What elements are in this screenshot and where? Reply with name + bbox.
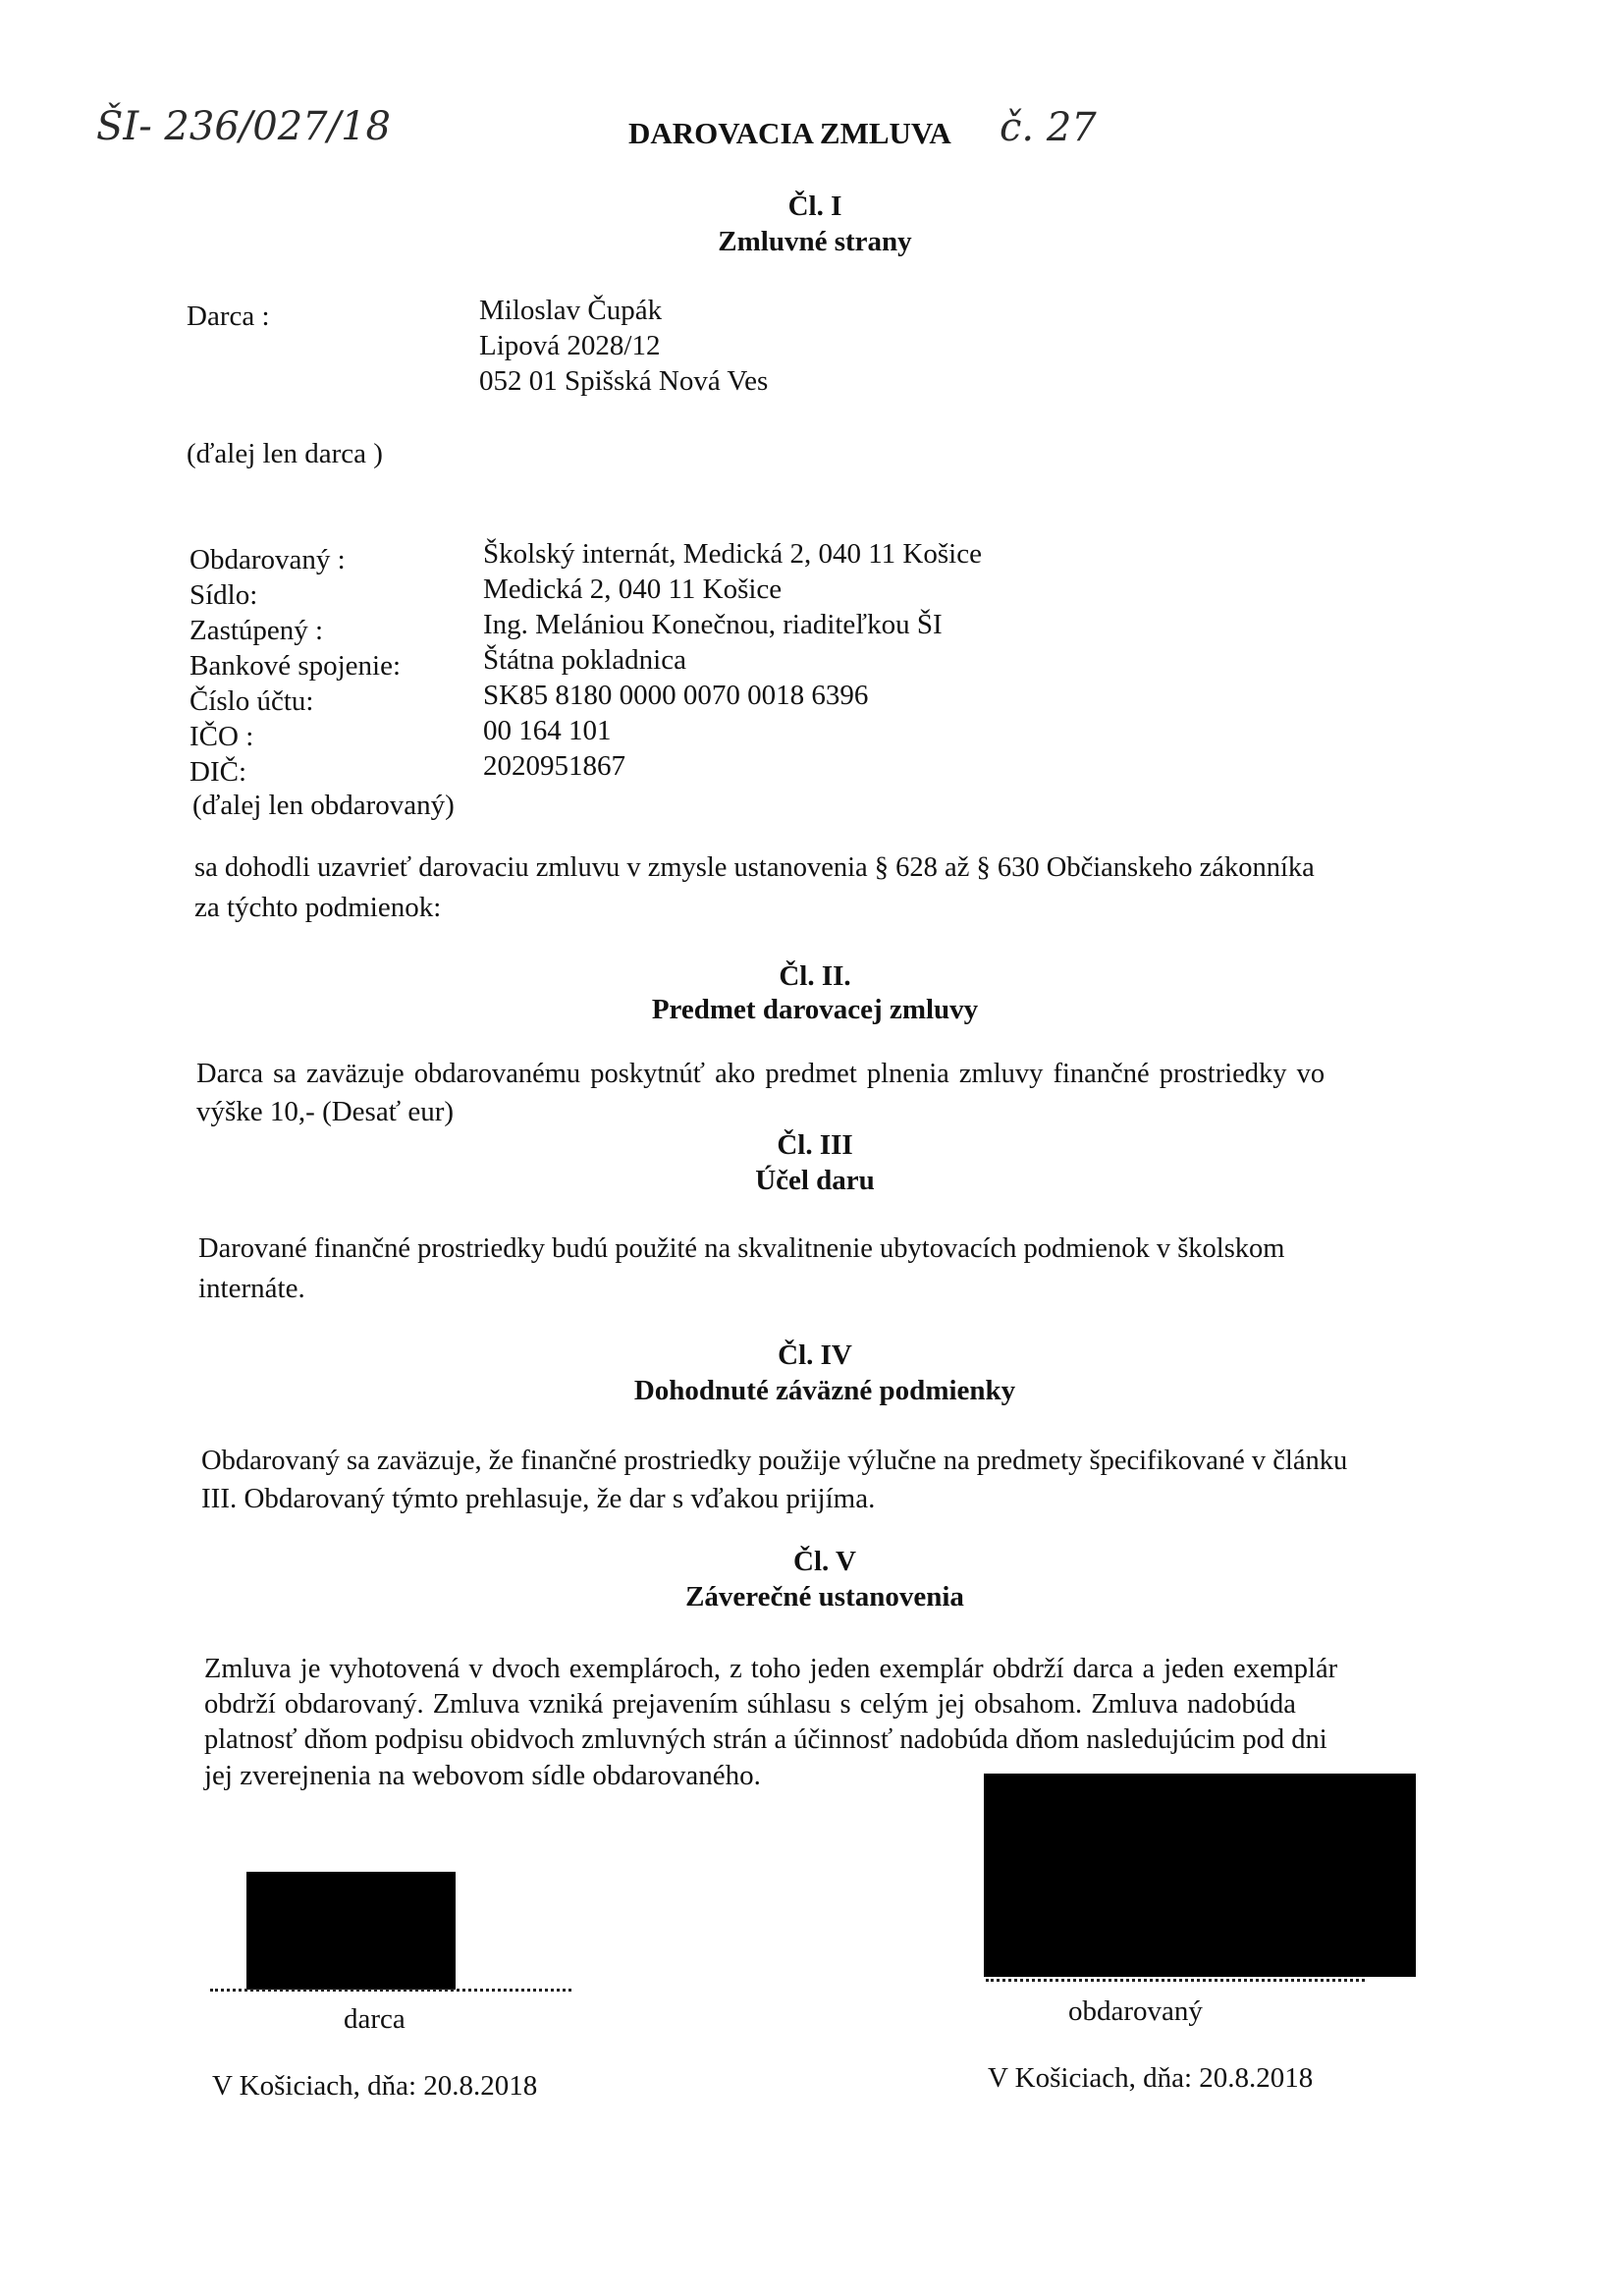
donor-label: Darca : xyxy=(187,301,270,332)
dic-value: 2020951867 xyxy=(483,750,625,782)
article-5-line-2: obdrží obdarovaný. Zmluva vzniká prejavením súhlasu s celým jej obsahom. Zmluva nadobúda xyxy=(204,1689,1296,1720)
represented-label: Zastúpený : xyxy=(189,615,324,646)
donor-signature-label: darca xyxy=(344,2003,406,2035)
article-2-number: Čl. II. xyxy=(779,960,851,992)
seat-label: Sídlo: xyxy=(189,579,258,611)
account-label: Číslo účtu: xyxy=(189,685,314,717)
intro-line-2: za týchto podmienok: xyxy=(194,892,442,923)
recipient-signature-line xyxy=(986,1979,1365,1982)
donor-street: Lipová 2028/12 xyxy=(479,330,661,361)
donor-place-date: V Košiciach, dňa: 20.8.2018 xyxy=(212,2070,538,2102)
article-5-number: Čl. V xyxy=(793,1546,856,1577)
ico-value: 00 164 101 xyxy=(483,715,612,746)
donor-city: 052 01 Spišská Nová Ves xyxy=(479,365,769,397)
donor-signature-line xyxy=(210,1989,571,1992)
document-title: DAROVACIA ZMLUVA xyxy=(628,116,951,150)
article-4-line-2: III. Obdarovaný týmto prehlasuje, že dar s vďakou prijíma. xyxy=(201,1483,876,1514)
donor-note: (ďalej len darca ) xyxy=(187,438,383,469)
article-2-heading: Predmet darovacej zmluvy xyxy=(651,994,979,1025)
article-5-line-1: Zmluva je vyhotovená v dvoch exemplároch, z toho jeden exemplár obdrží darca a jeden exemplár xyxy=(204,1654,1338,1684)
article-4-heading: Dohodnuté záväzné podmienky xyxy=(633,1375,1016,1406)
seat-value: Medická 2, 040 11 Košice xyxy=(483,574,783,605)
article-1-number: Čl. I xyxy=(787,191,842,222)
recipient-signature-label: obdarovaný xyxy=(1068,1995,1203,2027)
account-value: SK85 8180 0000 0070 0018 6396 xyxy=(483,680,869,711)
article-2-line-1: Darca sa zaväzuje obdarovanému poskytnúť ako predmet plnenia zmluvy finančné prostriedky vo xyxy=(196,1059,1325,1089)
ico-label: IČO : xyxy=(189,721,254,752)
article-2-line-2: výške 10,- (Desať eur) xyxy=(196,1096,455,1127)
document-number: č. 27 xyxy=(1000,105,1097,150)
article-5-heading: Záverečné ustanovenia xyxy=(685,1581,964,1613)
recipient-note: (ďalej len obdarovaný) xyxy=(192,790,455,821)
recipient-label: Obdarovaný : xyxy=(189,544,346,575)
article-1-heading: Zmluvné strany xyxy=(718,226,912,257)
article-3-line-2: internáte. xyxy=(198,1273,305,1304)
article-4-line-1: Obdarovaný sa zaväzuje, že finančné prostriedky použije výlučne na predmety špecifikované v článku xyxy=(201,1446,1348,1476)
bank-label: Bankové spojenie: xyxy=(189,650,402,682)
article-4-number: Čl. IV xyxy=(778,1339,852,1371)
handwritten-reference: ŠI- 236/027/18 xyxy=(96,104,391,149)
recipient-value: Školský internát, Medická 2, 040 11 Košice xyxy=(483,538,982,570)
article-5-line-4: jej zverejnenia na webovom sídle obdarovaného. xyxy=(204,1760,761,1791)
recipient-signature-redaction xyxy=(984,1774,1416,1977)
article-3-number: Čl. III xyxy=(777,1129,853,1161)
donor-name: Miloslav Čupák xyxy=(479,295,663,326)
article-3-heading: Účel daru xyxy=(755,1165,875,1196)
article-3-line-1: Darované finančné prostriedky budú použité na skvalitnenie ubytovacích podmienok v školskom xyxy=(198,1233,1285,1264)
bank-value: Štátna pokladnica xyxy=(483,644,686,676)
recipient-place-date: V Košiciach, dňa: 20.8.2018 xyxy=(988,2062,1314,2094)
dic-label: DIČ: xyxy=(189,756,246,788)
represented-value: Ing. Melániou Konečnou, riaditeľkou ŠI xyxy=(483,609,943,640)
article-5-line-3: platnosť dňom podpisu obidvoch zmluvných strán a účinnosť nadobúda dňom nasledujúcim pod dni xyxy=(204,1724,1327,1755)
donor-signature-redaction xyxy=(246,1872,456,1990)
intro-line-1: sa dohodli uzavrieť darovaciu zmluvu v zmysle ustanovenia § 628 až § 630 Občianskeho zákonníka xyxy=(194,852,1315,883)
